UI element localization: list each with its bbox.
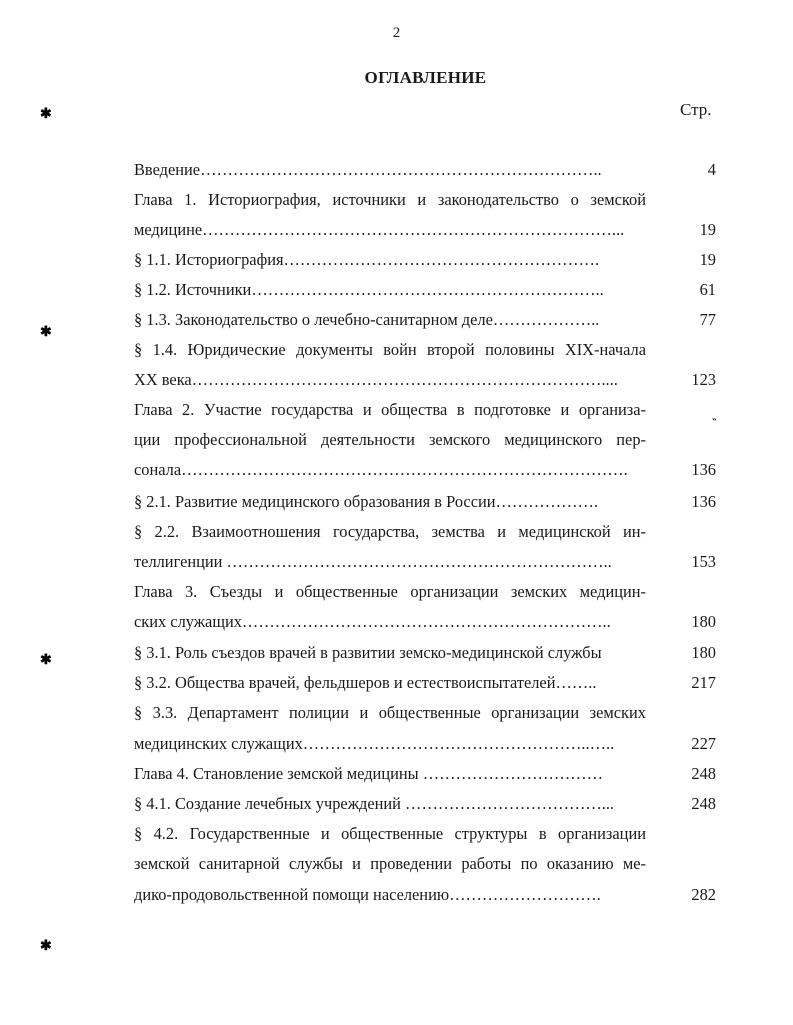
toc-entry-line: § 3.3. Департамент полиции и общественные организации земских xyxy=(134,703,646,722)
toc-entry-line: § 4.2. Государственные и общественные структуры в организации xyxy=(134,824,646,843)
toc-entry-line: § 1.4. Юридические документы войн второй половины XIX-начала xyxy=(134,340,646,359)
toc-entry-page: 180 xyxy=(691,612,716,631)
toc-entry-line: медицине…………………………………………………………………... xyxy=(134,220,625,239)
toc-entry-page: 123 xyxy=(691,370,716,389)
toc-entry-line: § 2.1. Развитие медицинского образования в России………………. xyxy=(134,492,598,511)
toc-entry-line: Глава 4. Становление земской медицины …………………………… xyxy=(134,764,604,783)
toc-entry-line: § 3.1. Роль съездов врачей в развитии земско-медицинской службы xyxy=(134,643,602,662)
toc-entry-line: Введение……………………………………………………………….. xyxy=(134,160,602,179)
toc-entry-page: 19 xyxy=(699,250,716,269)
toc-entry-line: § 1.1. Историография…………………………………………………. xyxy=(134,250,600,269)
toc-entry-page: 180 xyxy=(691,643,716,662)
toc-entry-line: Глава 3. Съезды и общественные организации земских медицин- xyxy=(134,582,646,601)
toc-entry-line: § 2.2. Взаимоотношения государства, земства и медицинской ин- xyxy=(134,522,646,541)
toc-entry-line: § 4.1. Создание лечебных учреждений ………………………………... xyxy=(134,794,615,813)
toc-entry-line: ции профессиональной деятельности земского медицинского пер- xyxy=(134,430,646,449)
binding-mark-icon: ✱ xyxy=(40,107,52,122)
toc-entry-page: 19 xyxy=(699,220,716,239)
toc-entry-line: § 3.2. Общества врачей, фельдшеров и естествоиспытателей…….. xyxy=(134,673,597,692)
binding-mark-icon: ✱ xyxy=(40,325,52,340)
toc-entry-line: медицинских служащих……………………………………………..….. xyxy=(134,734,615,753)
speck-mark-icon: ‶ xyxy=(712,418,717,429)
toc-entry-page: 61 xyxy=(699,280,716,299)
toc-entry-line: § 1.3. Законодательство о лечебно-санитарном деле……………….. xyxy=(134,310,600,329)
toc-entry-line: земской санитарной службы и проведении работы по оказанию ме- xyxy=(134,854,646,873)
toc-entry-line: дико-продовольственной помощи населению………………………. xyxy=(134,885,601,904)
toc-entry-line: § 1.2. Источники……………………………………………………….. xyxy=(134,280,604,299)
toc-entry-page: 217 xyxy=(691,673,716,692)
toc-entry-page: 248 xyxy=(691,764,716,783)
toc-entry-line: Глава 1. Историография, источники и законодательство о земской xyxy=(134,190,646,209)
toc-entry-line: ских служащих………………………………………………………….. xyxy=(134,612,611,631)
pages-column-header: Стр. xyxy=(680,100,712,119)
toc-entry-line: Глава 2. Участие государства и общества в подготовке и организа- xyxy=(134,400,646,419)
toc-entry-page: 136 xyxy=(691,460,716,479)
toc-entry-page: 77 xyxy=(699,310,716,329)
binding-mark-icon: ✱ xyxy=(40,653,52,668)
toc-entry-page: 248 xyxy=(691,794,716,813)
toc-entry-page: 136 xyxy=(691,492,716,511)
toc-entry-page: 4 xyxy=(707,160,716,179)
toc-entry-line: XX века………………………………………………………………….... xyxy=(134,370,618,389)
page-number: 2 xyxy=(392,25,401,41)
toc-entry-line: сонала………………………………………………………………………. xyxy=(134,460,628,479)
toc-entry-page: 153 xyxy=(691,552,716,571)
toc-entry-line: теллигенции …………………………………………………………….. xyxy=(134,552,612,571)
toc-entry-page: 227 xyxy=(691,734,716,753)
page-title: ОГЛАВЛЕНИЕ xyxy=(364,68,487,87)
toc-entry-page: 282 xyxy=(691,885,716,904)
binding-mark-icon: ✱ xyxy=(40,939,52,954)
